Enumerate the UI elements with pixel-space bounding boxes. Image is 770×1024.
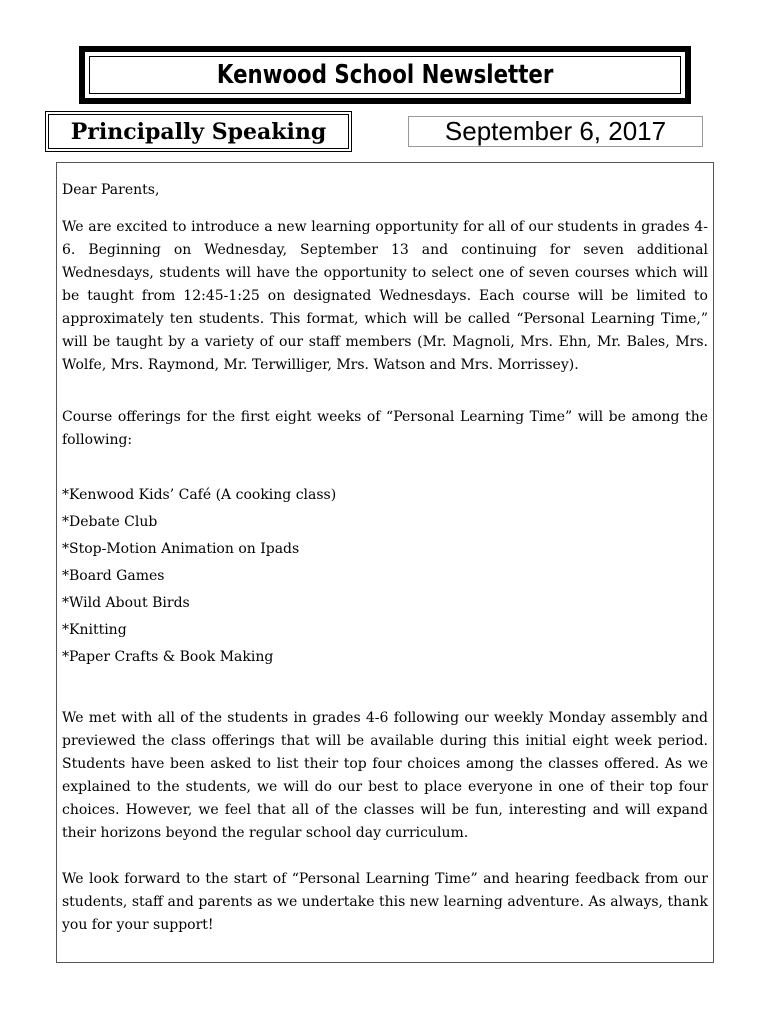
course-item: *Debate Club xyxy=(62,514,158,530)
date-box xyxy=(408,116,703,147)
course-item: *Kenwood Kids’ Café (A cooking class) xyxy=(62,487,337,503)
course-list xyxy=(62,482,708,671)
letter-body xyxy=(56,162,714,963)
closing-paragraph: We look forward to the start of “Personal Learning Time” and hearing feedback from our students, staff and parents as we undertake this new learning adventure. As always, thank you for your support! xyxy=(62,871,708,933)
course-item: *Board Games xyxy=(62,568,165,584)
newsletter-date: September 6, 2017 xyxy=(444,116,667,146)
newsletter-title: Kenwood School Newsletter xyxy=(216,60,554,90)
course-item: *Knitting xyxy=(62,622,127,638)
section-heading-box xyxy=(45,111,352,152)
section-title: Principally Speaking xyxy=(70,118,327,145)
salutation: Dear Parents, xyxy=(62,182,160,198)
newsletter-masthead xyxy=(79,46,691,104)
course-item: *Wild About Birds xyxy=(62,595,190,611)
course-item: *Paper Crafts & Book Making xyxy=(62,649,274,665)
course-intro-paragraph: Course offerings for the first eight weeks of “Personal Learning Time” will be among the following: xyxy=(62,409,708,448)
course-item: *Stop-Motion Animation on Ipads xyxy=(62,541,300,557)
assembly-paragraph: We met with all of the students in grades 4-6 following our weekly Monday assembly and previewed the class offerings that will be available during this initial eight week period. Students have been asked to list their top four choices among the classes offered. As we explained to the students, we will do our best to place everyone in one of their top four choices. However, we feel that all of the classes will be fun, interesting and will expand their horizons beyond the regular school day curriculum. xyxy=(62,710,708,841)
intro-paragraph: We are excited to introduce a new learning opportunity for all of our students in grades 4-6. Beginning on Wednesday, September 13 and continuing for seven additional Wednesdays, students will have the opportunity to select one of seven courses which will be taught from 12:45-1:25 on designated Wednesdays. Each course will be limited to approximately ten students. This format, which will be called “Personal Learning Time,” will be taught by a variety of our staff members (Mr. Magnoli, Mrs. Ehn, Mr. Bales, Mrs. Wolfe, Mrs. Raymond, Mr. Terwilliger, Mrs. Watson and Mrs. Morrissey). xyxy=(62,219,708,373)
